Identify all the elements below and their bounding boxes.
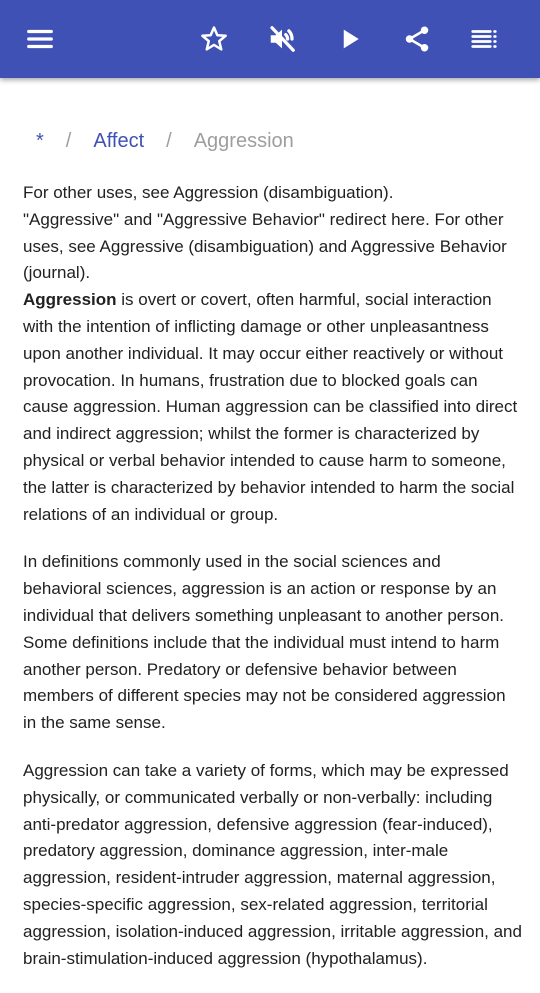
breadcrumb-separator: /	[166, 129, 172, 152]
contents-button[interactable]	[464, 19, 504, 59]
breadcrumb-current: Aggression	[193, 129, 294, 152]
share-icon	[402, 24, 432, 54]
favorite-button[interactable]	[194, 19, 234, 59]
play-button[interactable]	[330, 19, 370, 59]
star-icon	[199, 24, 229, 54]
lead-text: is overt or covert, often harmful, social interaction with the intention of inflicting damage or other unpleasantness upon another individual. It may occur either reactively or without provocation. In humans, frustration due to blocked goals can cause aggression. Human aggression can be classified into direct and indirect aggression; whilst the former is characterized by physical or verbal behavior intended to cause harm to someone, the latter is characterized by behavior intended to harm the social relations of an individual or group.	[23, 290, 518, 524]
share-button[interactable]	[397, 19, 437, 59]
hatnote: "Aggressive" and "Aggressive Behavior" redirect here. For other uses, see Aggressive (disambiguation) and Aggressive Behavior (journal).	[23, 209, 507, 283]
article-body	[23, 180, 523, 993]
menu-button[interactable]	[20, 19, 60, 59]
lead-paragraph	[23, 287, 523, 528]
breadcrumb-parent-link[interactable]: Affect	[93, 129, 145, 152]
breadcrumb-home-link[interactable]: *	[36, 129, 44, 152]
menu-icon	[25, 24, 55, 54]
toc-icon	[469, 24, 499, 54]
article-paragraph: Aggression can take a variety of forms, which may be expressed physically, or communicated verbally or non-verbally: including anti-predator aggression, defensive aggression (fear-induced), predatory aggression, dominance aggression, inter-male aggression, resident-intruder aggression, maternal aggression, species-specific aggression, sex-related aggression, territorial aggression, isolation-induced aggression, irritable aggression, and brain-stimulation-induced aggression (hypothalamus).	[23, 760, 522, 968]
breadcrumb	[36, 126, 294, 156]
article-paragraph: In definitions commonly used in the social sciences and behavioral sciences, aggression is an action or response by an individual that delivers something unpleasant to another person. Some definitions include that the individual must intend to harm another person. Predatory or defensive behavior between members of different species may not be considered aggression in the same sense.	[23, 552, 506, 733]
app-toolbar	[0, 0, 540, 78]
hatnote: For other uses, see Aggression (disambiguation).	[23, 183, 394, 202]
breadcrumb-separator: /	[65, 129, 72, 152]
volume-off-icon	[267, 24, 297, 54]
lead-term: Aggression	[23, 290, 117, 310]
mute-button[interactable]	[262, 19, 302, 59]
play-icon	[335, 24, 365, 54]
